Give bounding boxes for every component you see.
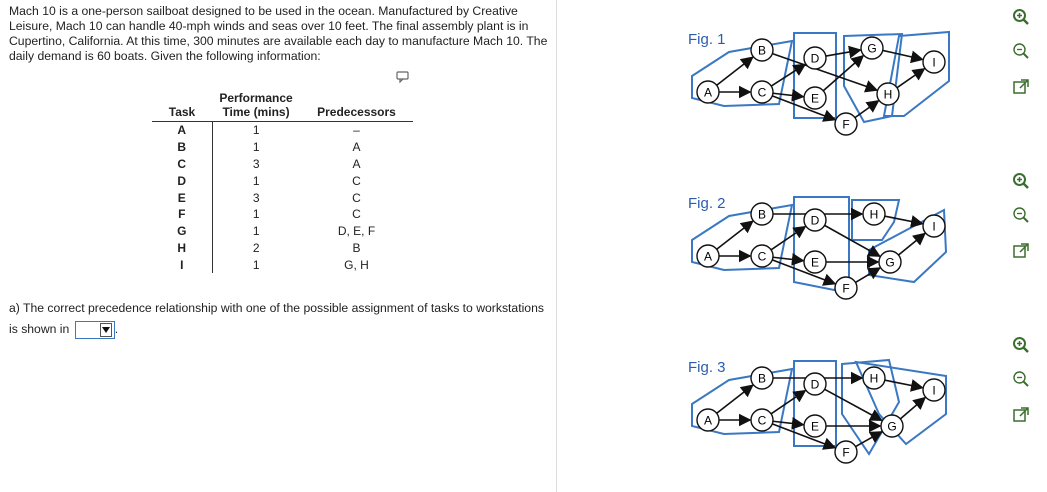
figure-3 (684, 354, 954, 464)
node-label-g: G (885, 255, 895, 270)
cell-time: 1 (252, 224, 260, 239)
fig-3-label: Fig. 3 (688, 359, 726, 376)
cell-task: C (152, 156, 212, 173)
cell-task: I (152, 256, 212, 273)
node-label-h: H (883, 87, 893, 102)
node-label-g: G (887, 419, 897, 434)
cell-time: 1 (252, 123, 260, 138)
node-label-h: H (869, 207, 879, 222)
node-label-b: B (757, 43, 767, 58)
cell-pred: C (352, 207, 361, 222)
header-performance-time (212, 86, 300, 122)
header-task: Task (152, 86, 212, 122)
edge-a-b (717, 221, 753, 249)
node-label-e: E (810, 255, 820, 270)
fig-2-graph (697, 203, 945, 299)
zoom-out-icon[interactable] (1012, 206, 1030, 224)
fig-2-label: Fig. 2 (688, 195, 726, 212)
cell-time: 1 (252, 173, 260, 188)
node-label-f: F (842, 281, 850, 296)
question-text (9, 298, 554, 340)
node-label-d: D (810, 213, 820, 228)
zoom-out-icon[interactable] (1012, 370, 1030, 388)
zoom-in-icon[interactable] (1012, 8, 1030, 26)
cell-time: 2 (252, 240, 260, 255)
edge-a-b (717, 57, 753, 85)
header-predecessors: Predecessors (300, 86, 413, 122)
panel-divider (556, 0, 557, 492)
cell-pred: D, E, F (337, 224, 376, 239)
node-label-c: C (757, 413, 767, 428)
table-row (152, 240, 413, 257)
node-label-e: E (810, 91, 820, 106)
edge-g-i (900, 398, 925, 419)
node-label-i: I (932, 219, 936, 234)
cell-task: B (152, 139, 212, 156)
node-label-e: E (810, 419, 820, 434)
table-row (152, 206, 413, 223)
question-text-before: a) The correct precedence relationship with one of the possible assignment of tasks to workstations is shown in (9, 301, 544, 336)
zoom-in-icon[interactable] (1012, 336, 1030, 354)
edge-a-b (717, 385, 753, 413)
node-label-f: F (842, 117, 850, 132)
edge-h-i (885, 216, 922, 223)
cell-pred: C (352, 190, 361, 205)
question (9, 298, 554, 340)
node-label-a: A (703, 249, 713, 264)
problem-statement (9, 4, 554, 64)
node-label-i: I (932, 383, 936, 398)
cell-pred: G, H (344, 257, 369, 272)
cell-task: E (152, 189, 212, 206)
edge-c-e (773, 257, 803, 260)
node-label-d: D (810, 377, 820, 392)
edge-h-i (885, 380, 922, 387)
edge-c-d (771, 391, 805, 414)
cell-task: A (152, 122, 212, 139)
figure-1 (684, 26, 954, 136)
cell-pred: A (352, 140, 361, 155)
cell-pred: – (353, 123, 360, 138)
cell-pred: A (352, 156, 361, 171)
edge-d-g (825, 389, 882, 420)
fig-3-graph (697, 367, 945, 463)
cell-time: 1 (252, 140, 260, 155)
edge-g-i (899, 234, 925, 255)
node-label-f: F (842, 445, 850, 460)
node-label-g: G (867, 41, 877, 56)
answer-dropdown[interactable] (75, 321, 115, 339)
cell-task: D (152, 172, 212, 189)
cell-task: H (152, 240, 212, 257)
edge-f-h (855, 101, 878, 118)
table-row (152, 156, 413, 173)
table-row (152, 256, 413, 273)
cell-task: G (152, 223, 212, 240)
cell-pred: C (352, 173, 361, 188)
node-label-b: B (757, 371, 767, 386)
fig-1-workstations (692, 32, 949, 122)
node-label-b: B (757, 207, 767, 222)
edge-g-i (883, 50, 923, 59)
popout-icon[interactable] (1012, 406, 1030, 424)
question-text-after: . (114, 322, 119, 336)
table-header-row (152, 86, 413, 122)
node-label-i: I (932, 55, 936, 70)
table-body (152, 122, 413, 274)
cell-task: F (152, 206, 212, 223)
popout-icon[interactable] (1012, 242, 1030, 260)
zoom-out-icon[interactable] (1012, 42, 1030, 60)
fig-1-label: Fig. 1 (688, 31, 726, 48)
cell-time: 3 (252, 190, 260, 205)
table-row (152, 139, 413, 156)
task-table (152, 86, 413, 273)
node-label-c: C (757, 249, 767, 264)
header-performance-time-label: Performance Time (mins) (219, 91, 293, 119)
table-row (152, 122, 413, 139)
edge-c-e (773, 93, 803, 96)
edge-c-d (771, 227, 805, 250)
popout-icon[interactable] (1012, 78, 1030, 96)
cell-time: 1 (252, 207, 260, 222)
table-row (152, 223, 413, 240)
node-label-a: A (703, 85, 713, 100)
node-label-a: A (703, 413, 713, 428)
problem-text: Mach 10 is a one-person sailboat designed to be used in the ocean. Manufactured by Creative Leisure, Mach 10 can handle 40-mph winds and seas over 10 feet. The final assembly plant is in Cupertino, California. At this time, 300 minutes are available each day to manufacture Mach 10. The daily demand is 60 boats. Given the following information: (9, 4, 548, 63)
zoom-in-icon[interactable] (1012, 172, 1030, 190)
figure-2 (684, 190, 954, 300)
copy-icon[interactable] (396, 71, 410, 83)
node-label-d: D (810, 51, 820, 66)
cell-time: 1 (252, 257, 260, 272)
dropdown-arrow-icon[interactable] (100, 323, 112, 337)
cell-time: 3 (252, 156, 260, 171)
edge-c-d (771, 64, 805, 86)
table-row (152, 189, 413, 206)
table-row (152, 172, 413, 189)
edge-c-e (773, 421, 803, 424)
node-label-c: C (757, 85, 767, 100)
edge-h-i (897, 69, 924, 88)
cell-pred: B (352, 240, 361, 255)
node-label-h: H (869, 371, 879, 386)
